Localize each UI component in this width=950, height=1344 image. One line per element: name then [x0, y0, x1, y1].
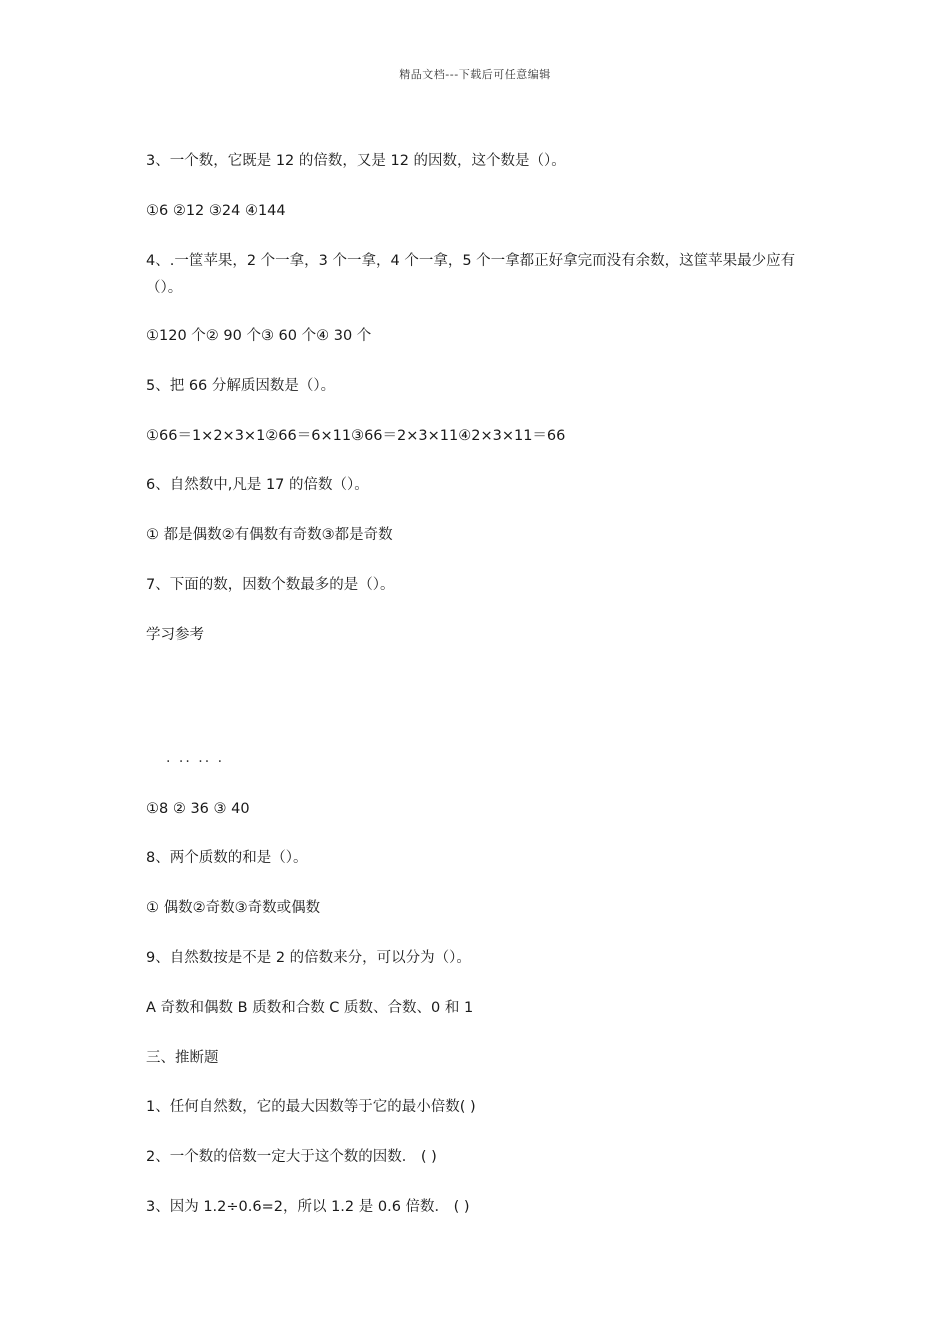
- question-3: 3、一个数，它既是 12 的倍数，又是 12 的因数，这个数是（）。: [146, 153, 566, 169]
- judgment-2: 2、一个数的倍数一定大于这个数的因数． ( ): [146, 1149, 437, 1165]
- question-9: 9、自然数按是不是 2 的倍数来分，可以分为（）。: [146, 950, 471, 966]
- question-4-options: ①120 个② 90 个③ 60 个④ 30 个: [146, 328, 372, 344]
- footer-note: 学习参考: [146, 627, 204, 643]
- question-8: 8、两个质数的和是（）。: [146, 850, 308, 866]
- judgment-3: 3、因为 1.2÷0.6=2，所以 1.2 是 0.6 倍数． ( ): [146, 1199, 470, 1215]
- page-break-dots: . .. .. .: [166, 750, 225, 766]
- question-4: 4、.一筐苹果，2 个一拿，3 个一拿，4 个一拿，5 个一拿都正好拿完而没有余数，这筐苹果最少应有（）。: [146, 253, 796, 296]
- section-3-title: 三、推断题: [146, 1050, 219, 1066]
- page-header: 精品文档---下载后可任意编辑: [399, 68, 551, 81]
- question-5-options: ①66＝1×2×3×1②66＝6×11③66＝2×3×11④2×3×11＝66: [146, 428, 566, 444]
- question-7-options: ①8 ② 36 ③ 40: [146, 801, 250, 817]
- question-3-options: ①6 ②12 ③24 ④144: [146, 203, 286, 219]
- question-7: 7、下面的数，因数个数最多的是（）。: [146, 577, 395, 593]
- question-9-options: A 奇数和偶数 B 质数和合数 C 质数、合数、0 和 1: [146, 1000, 474, 1016]
- judgment-1: 1、任何自然数，它的最大因数等于它的最小倍数( ): [146, 1099, 476, 1115]
- question-6-options: ① 都是偶数②有偶数有奇数③都是奇数: [146, 527, 393, 543]
- question-5: 5、把 66 分解质因数是（）。: [146, 378, 336, 394]
- question-8-options: ① 偶数②奇数③奇数或偶数: [146, 900, 321, 916]
- question-6: 6、自然数中,凡是 17 的倍数（）。: [146, 477, 369, 493]
